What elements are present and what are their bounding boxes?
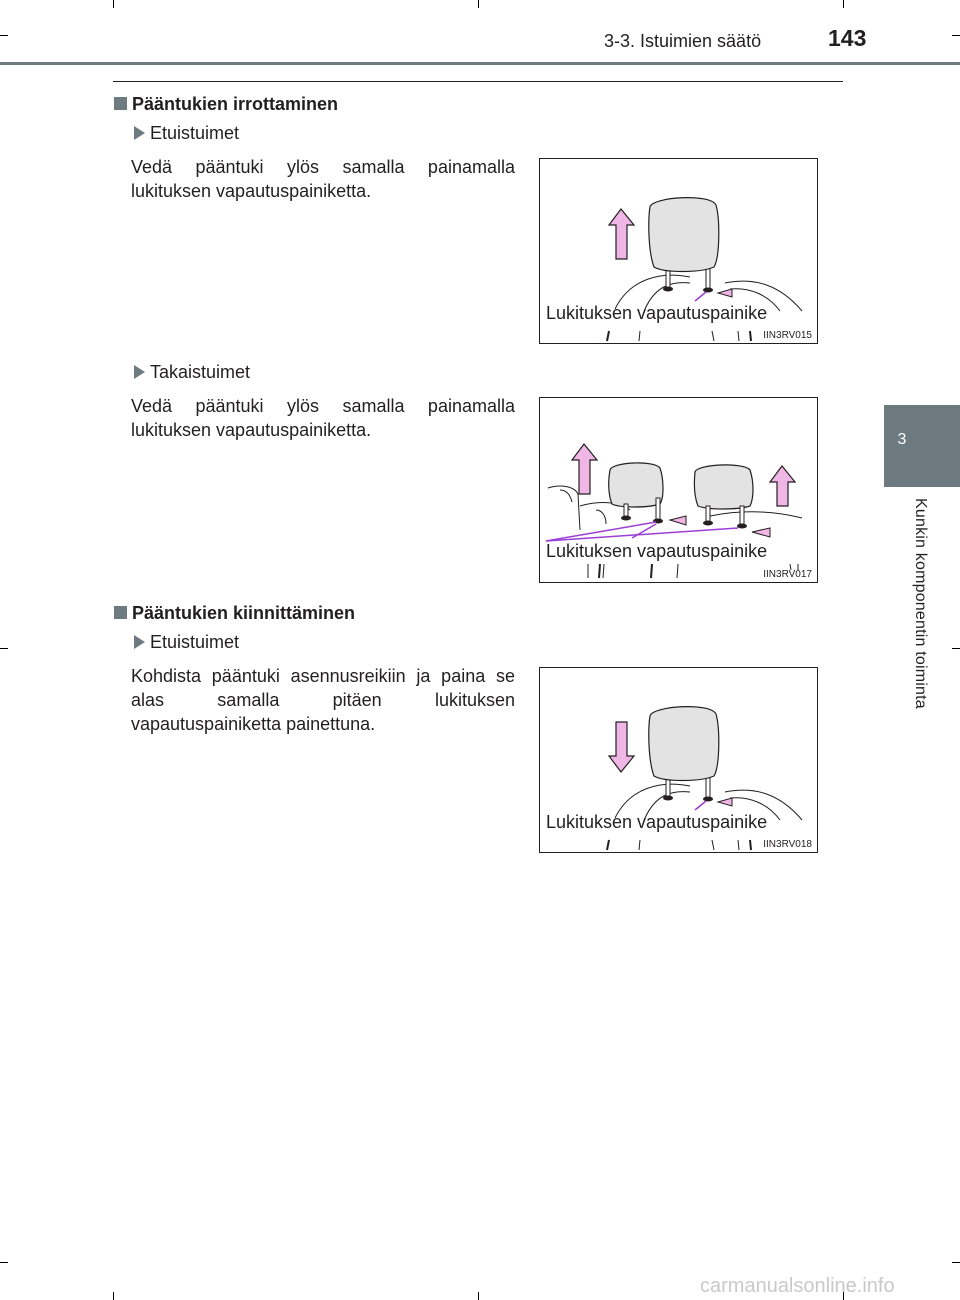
crop-mark — [0, 648, 8, 649]
page-number: 143 — [828, 25, 867, 51]
crop-mark — [0, 1262, 8, 1263]
figure-label: Lukituksen vapautuspainike — [546, 812, 768, 832]
subheading-text: Etuistuimet — [150, 632, 240, 652]
subheading-rear-seats — [134, 362, 250, 383]
figure-front-headrest-remove — [539, 158, 818, 344]
section-heading-installing — [114, 603, 355, 624]
figure-label: Lukituksen vapautuspainike — [546, 541, 768, 561]
chapter-title: Kunkin komponentin toiminta — [912, 498, 929, 709]
subheading-text: Takaistuimet — [150, 362, 251, 382]
footer-watermark: carmanualsonline.info — [700, 1275, 895, 1297]
section-heading-text: Pääntukien kiinnittäminen — [132, 603, 356, 623]
triangle-bullet-icon — [134, 126, 145, 140]
crop-mark — [113, 0, 114, 8]
figure-front-headrest-install — [539, 667, 818, 853]
figure-code: IIN3RV017 — [763, 569, 812, 580]
figure-rear-headrest-remove — [539, 397, 818, 583]
crop-mark — [113, 1292, 114, 1300]
square-bullet-icon — [114, 97, 127, 110]
content-rule — [113, 81, 843, 82]
crop-mark — [0, 35, 8, 36]
header-rule — [0, 62, 960, 65]
section-heading-text: Pääntukien irrottaminen — [132, 94, 339, 114]
figure-code: IIN3RV018 — [763, 839, 812, 850]
square-bullet-icon — [114, 606, 127, 619]
subheading-front-seats — [134, 123, 239, 144]
figure-code: IIN3RV015 — [763, 330, 812, 341]
crop-mark — [952, 35, 960, 36]
header-section-title: 3-3. Istuimien säätö — [604, 31, 762, 51]
crop-mark — [952, 1262, 960, 1263]
crop-mark — [478, 0, 479, 8]
figure-label: Lukituksen vapautuspainike — [546, 303, 768, 323]
section-heading-removing — [114, 94, 338, 115]
crop-mark — [478, 1292, 479, 1300]
chapter-number: 3 — [897, 431, 907, 448]
subheading-front-seats — [134, 632, 239, 653]
instruction-text: Kohdista pääntuki asennusreikiin ja paina se alas samalla pitäen lukituksen vapautuspainiketta painettuna. — [131, 666, 515, 734]
triangle-bullet-icon — [134, 365, 145, 379]
chapter-tab — [884, 405, 960, 487]
triangle-bullet-icon — [134, 635, 145, 649]
crop-mark — [952, 648, 960, 649]
crop-mark — [843, 0, 844, 8]
instruction-text: Vedä pääntuki ylös samalla painamalla lukituksen vapautuspainiketta. — [131, 157, 515, 201]
subheading-text: Etuistuimet — [150, 123, 240, 143]
instruction-text: Vedä pääntuki ylös samalla painamalla lukituksen vapautuspainiketta. — [131, 396, 515, 440]
